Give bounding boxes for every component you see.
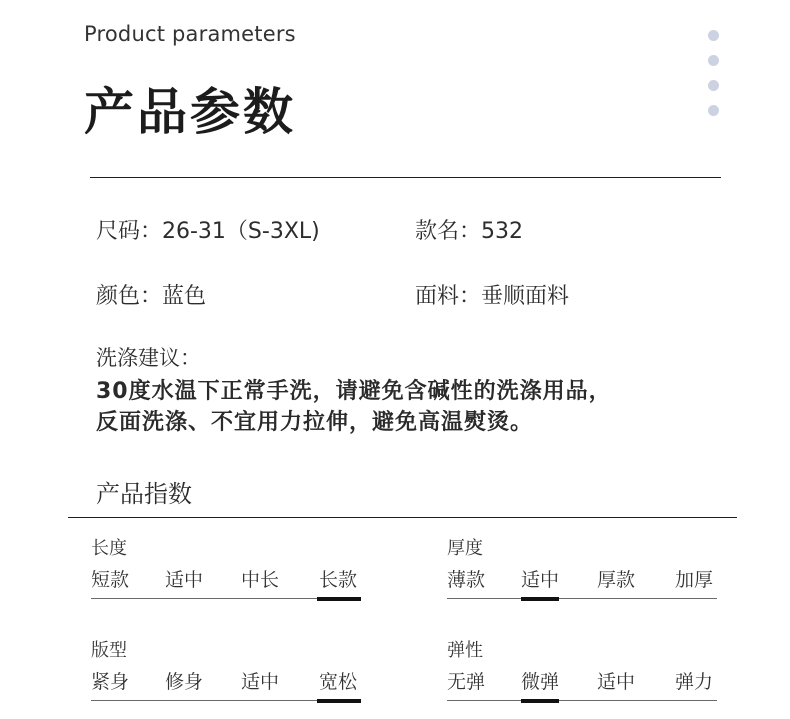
index-scale — [447, 670, 717, 701]
index-group-label: 版型 — [91, 640, 127, 661]
dot-icon — [708, 55, 719, 66]
index-option: 适中 — [165, 569, 204, 591]
wash-heading: 洗涤建议： — [96, 346, 201, 370]
index-scale — [91, 568, 361, 599]
param-size: 尺码：26-31（S-3XL) — [96, 219, 320, 244]
index-group-length — [91, 534, 361, 599]
index-group-label: 长度 — [91, 538, 127, 559]
index-option: 无弹 — [447, 671, 486, 693]
index-option: 适中 — [597, 671, 636, 693]
dot-icon — [708, 105, 719, 116]
index-option-selected: 宽松 — [319, 670, 357, 700]
index-option: 短款 — [91, 569, 130, 591]
index-option: 紧身 — [91, 671, 130, 693]
index-option: 中长 — [241, 569, 280, 591]
divider-index — [68, 517, 737, 518]
selected-underline — [317, 699, 361, 703]
page-subtitle: Product parameters — [84, 22, 296, 46]
wash-instruction-line: 反面洗涤、不宜用力拉伸，避免高温熨烫。 — [96, 410, 534, 435]
index-group-label: 厚度 — [447, 538, 483, 559]
index-option-selected: 微弹 — [521, 670, 559, 700]
dot-icon — [708, 80, 719, 91]
param-model: 款名：532 — [415, 219, 523, 244]
selected-underline — [317, 597, 361, 601]
index-option: 修身 — [165, 671, 204, 693]
index-group-thickness — [447, 534, 717, 599]
index-option: 适中 — [241, 671, 280, 693]
divider-top — [90, 177, 721, 178]
dot-icon — [708, 30, 719, 41]
param-color: 颜色：蓝色 — [96, 284, 207, 309]
index-scale — [91, 670, 361, 701]
selected-underline — [521, 597, 559, 601]
index-group-label: 弹性 — [447, 640, 483, 661]
wash-instruction-line: 30度水温下正常手洗，请避免含碱性的洗涤用品， — [96, 379, 612, 404]
index-scale — [447, 568, 717, 599]
page-title: 产品参数 — [84, 83, 296, 141]
index-group-fit — [91, 636, 361, 701]
index-option-selected: 长款 — [319, 568, 357, 598]
index-option: 厚款 — [597, 569, 636, 591]
index-option: 弹力 — [675, 671, 714, 693]
selected-underline — [521, 699, 559, 703]
index-group-elasticity — [447, 636, 717, 701]
index-option: 加厚 — [675, 569, 714, 591]
index-option: 薄款 — [447, 569, 486, 591]
index-option-selected: 适中 — [521, 568, 559, 598]
param-fabric: 面料：垂顺面料 — [415, 284, 570, 309]
dots-decoration — [708, 30, 720, 130]
index-heading: 产品指数 — [96, 480, 192, 508]
